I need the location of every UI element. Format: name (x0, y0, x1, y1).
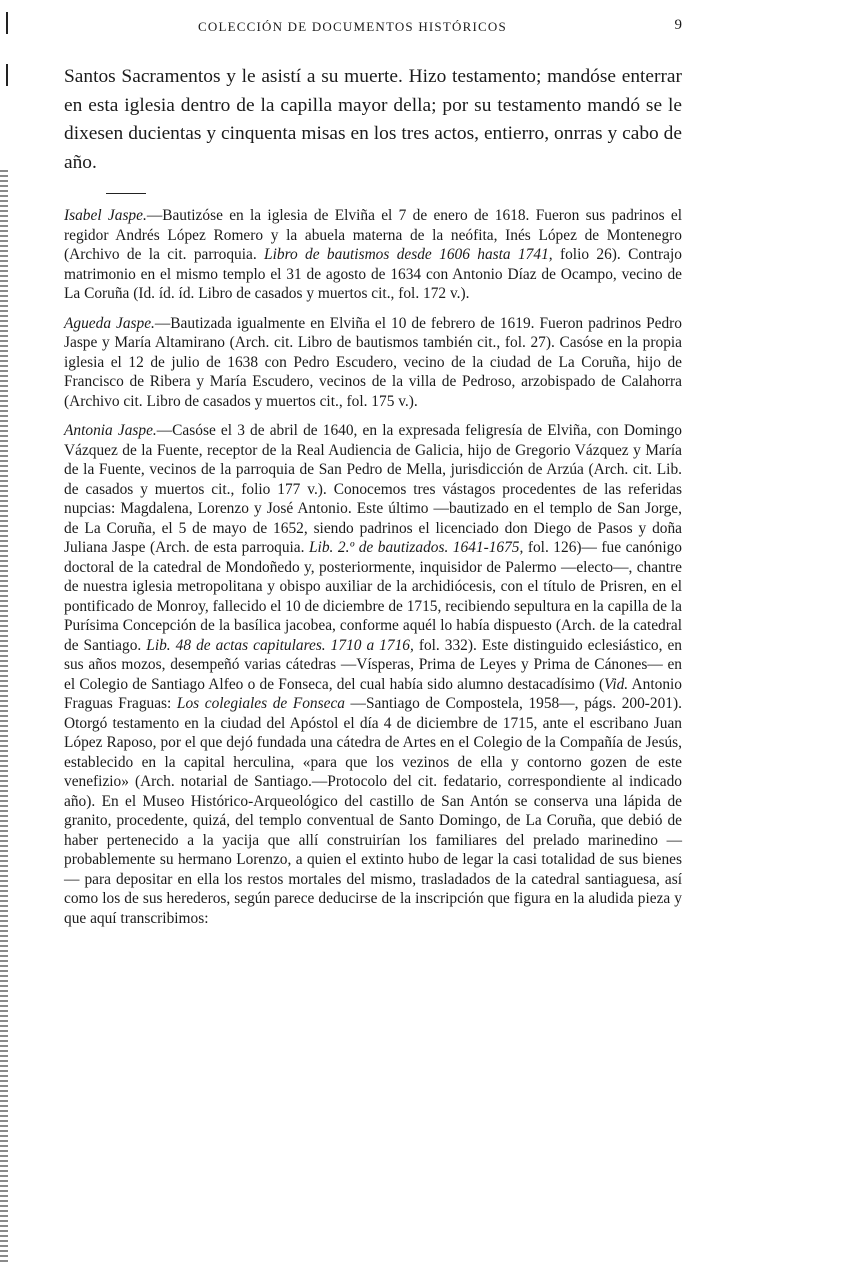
note-name: Agueda Jaspe. (64, 314, 155, 332)
note-citation: Lib. 2.º de bautizados. 1641-1675, (309, 539, 524, 556)
note-isabel-jaspe (64, 206, 682, 304)
note-text: —Santiago de Compostela, 1958—, págs. 200-201). Otorgó testamento en la ciudad del Apóstol el día 4 de diciembre de 1715, ante el escribano Juan López Raposo, por el que dejó fundada una cátedra de Artes en el Colegio de la Compañía de Jesús, establecido en la capital herculina, «para que los vezinos de ella y contorno gozen de este venefizio» (Arch. notarial de Santiago.—Protocolo del cit. fedatario, correspondiente al indicado año). En el Museo Histórico-Arqueológico del castillo de San Antón se conserva una lápida de granito, procedente, quizá, del templo conventual de Santo Domingo, de La Coruña, que debió de haber pertenecido a la yacija que allí construirían los familiares del prelado marinedino —probablemente su hermano Lorenzo, a quien el extinto hubo de legar la casi totalidad de sus bienes— para depositar en ella los restos mortales del mismo, trasladados de la catedral santiaguesa, así como los de sus herederos, según parece deducirse de la inscripción que figura en la aludida pieza y que aquí transcribimos: (64, 695, 682, 927)
note-text: fol. 126)— fue canónigo doctoral de la catedral de Mondoñedo y, posteriormente, inquisidor de Palermo —electo—, chantre de nuestra iglesia metropolitana y obispo auxiliar de la archidiócesis, con el título de Prisren, en el pontificado de Monroy, fallecido el 10 de diciembre de 1715, recibiendo sepultura en la capilla de la Purísima Concepción de la basílica jacobea, conforme aquél lo había dispuesto (Arch. de la catedral de Santiago. (64, 539, 682, 654)
page-header (198, 17, 682, 39)
note-citation: Los colegiales de Fonseca (176, 695, 345, 712)
note-citation: Libro de bautismos desde 1606 hasta 1741, (264, 246, 553, 263)
body-paragraph: Santos Sacramentos y le asistí a su muerte. Hizo testamento; mandóse enterrar en esta iglesia dentro de la capilla mayor della; por su testamento mandó se le dixesen ducientas y cinquenta misas en los tres actos, entierro, onrras y cabo de año. (64, 66, 682, 173)
note-citation: Lib. 48 de actas capitulares. 1710 a 1716, (146, 636, 414, 654)
margin-mark (6, 64, 8, 86)
note-name: Antonia Jaspe. (64, 422, 157, 439)
note-text: Antonio Fraguas Fraguas: (64, 675, 682, 712)
running-title: COLECCIÓN DE DOCUMENTOS HISTÓRICOS (198, 19, 507, 34)
note-text: —Bautizóse en la iglesia de Elviña el 7 de enero de 1618. Fueron sus padrinos el regidor Andrés López Romero y la abuela materna de la neófita, Inés López de Montenegro (Archivo de la cit. parroquia. (64, 207, 682, 263)
note-agueda-jaspe (64, 314, 682, 412)
note-text: —Bautizada igualmente en Elviña el 10 de febrero de 1619. Fueron padrinos Pedro Jaspe y María Altamirano (Arch. cit. Libro de bautismos también cit., fol. 27). Casóse en la propia iglesia el 12 de julio de 1638 con Pedro Escudero, vecino de la ciudad de La Coruña, hijo de Francisco de Ribera y María Escudero, vecinos de la villa de Pedroso, arzobispado de Calahorra (Archivo cit. Libro de casados y muertos cit., fol. 175 v.). (64, 314, 682, 410)
note-text: folio 26). Contrajo matrimonio en el mismo templo el 31 de agosto de 1634 con Antonio Díaz de Ocampo, vecino de La Coruña (Id. íd. íd. Libro de casados y muertos cit., fol. 172 v.). (64, 246, 682, 302)
note-antonia-jaspe (64, 421, 682, 928)
note-text: —Casóse el 3 de abril de 1640, en la expresada feligresía de Elviña, con Domingo Vázquez de la Fuente, receptor de la Real Audiencia de Galicia, hijo de Gregorio Vázquez y María de la Fuente, vecinos de la parroquia de San Pedro de Mella, jurisdicción de Arzúa (Arch. cit. Lib. de casados y muertos cit., folio 177 v.). Conocemos tres vástagos procedentes de las referidas nupcias: Magdalena, Lorenzo y José Antonio. Este último —bautizado en el templo de San Jorge, de La Coruña, el 5 de mayo de 1652, siendo padrinos el licenciado don Diego de Pasos y doña Juliana Jaspe (Arch. de esta parroquia. (64, 422, 682, 556)
main-text (64, 63, 682, 177)
note-text: fol. 332). Este distinguido eclesiástico, en sus años mozos, desempeñó varias cátedras —Vísperas, Prima de Leyes y Prima de Cánones— en el Colegio de Santiago Alfeo o de Fonseca, del cual había sido alumno destacadísimo ( (64, 636, 682, 693)
notes-section (64, 206, 682, 938)
note-citation: Vid. (604, 675, 629, 693)
page-number: 9 (674, 17, 682, 33)
margin-mark (6, 12, 8, 34)
footnote-separator (106, 193, 146, 194)
note-name: Isabel Jaspe. (64, 207, 147, 224)
page-binding-shadow (0, 170, 8, 1262)
